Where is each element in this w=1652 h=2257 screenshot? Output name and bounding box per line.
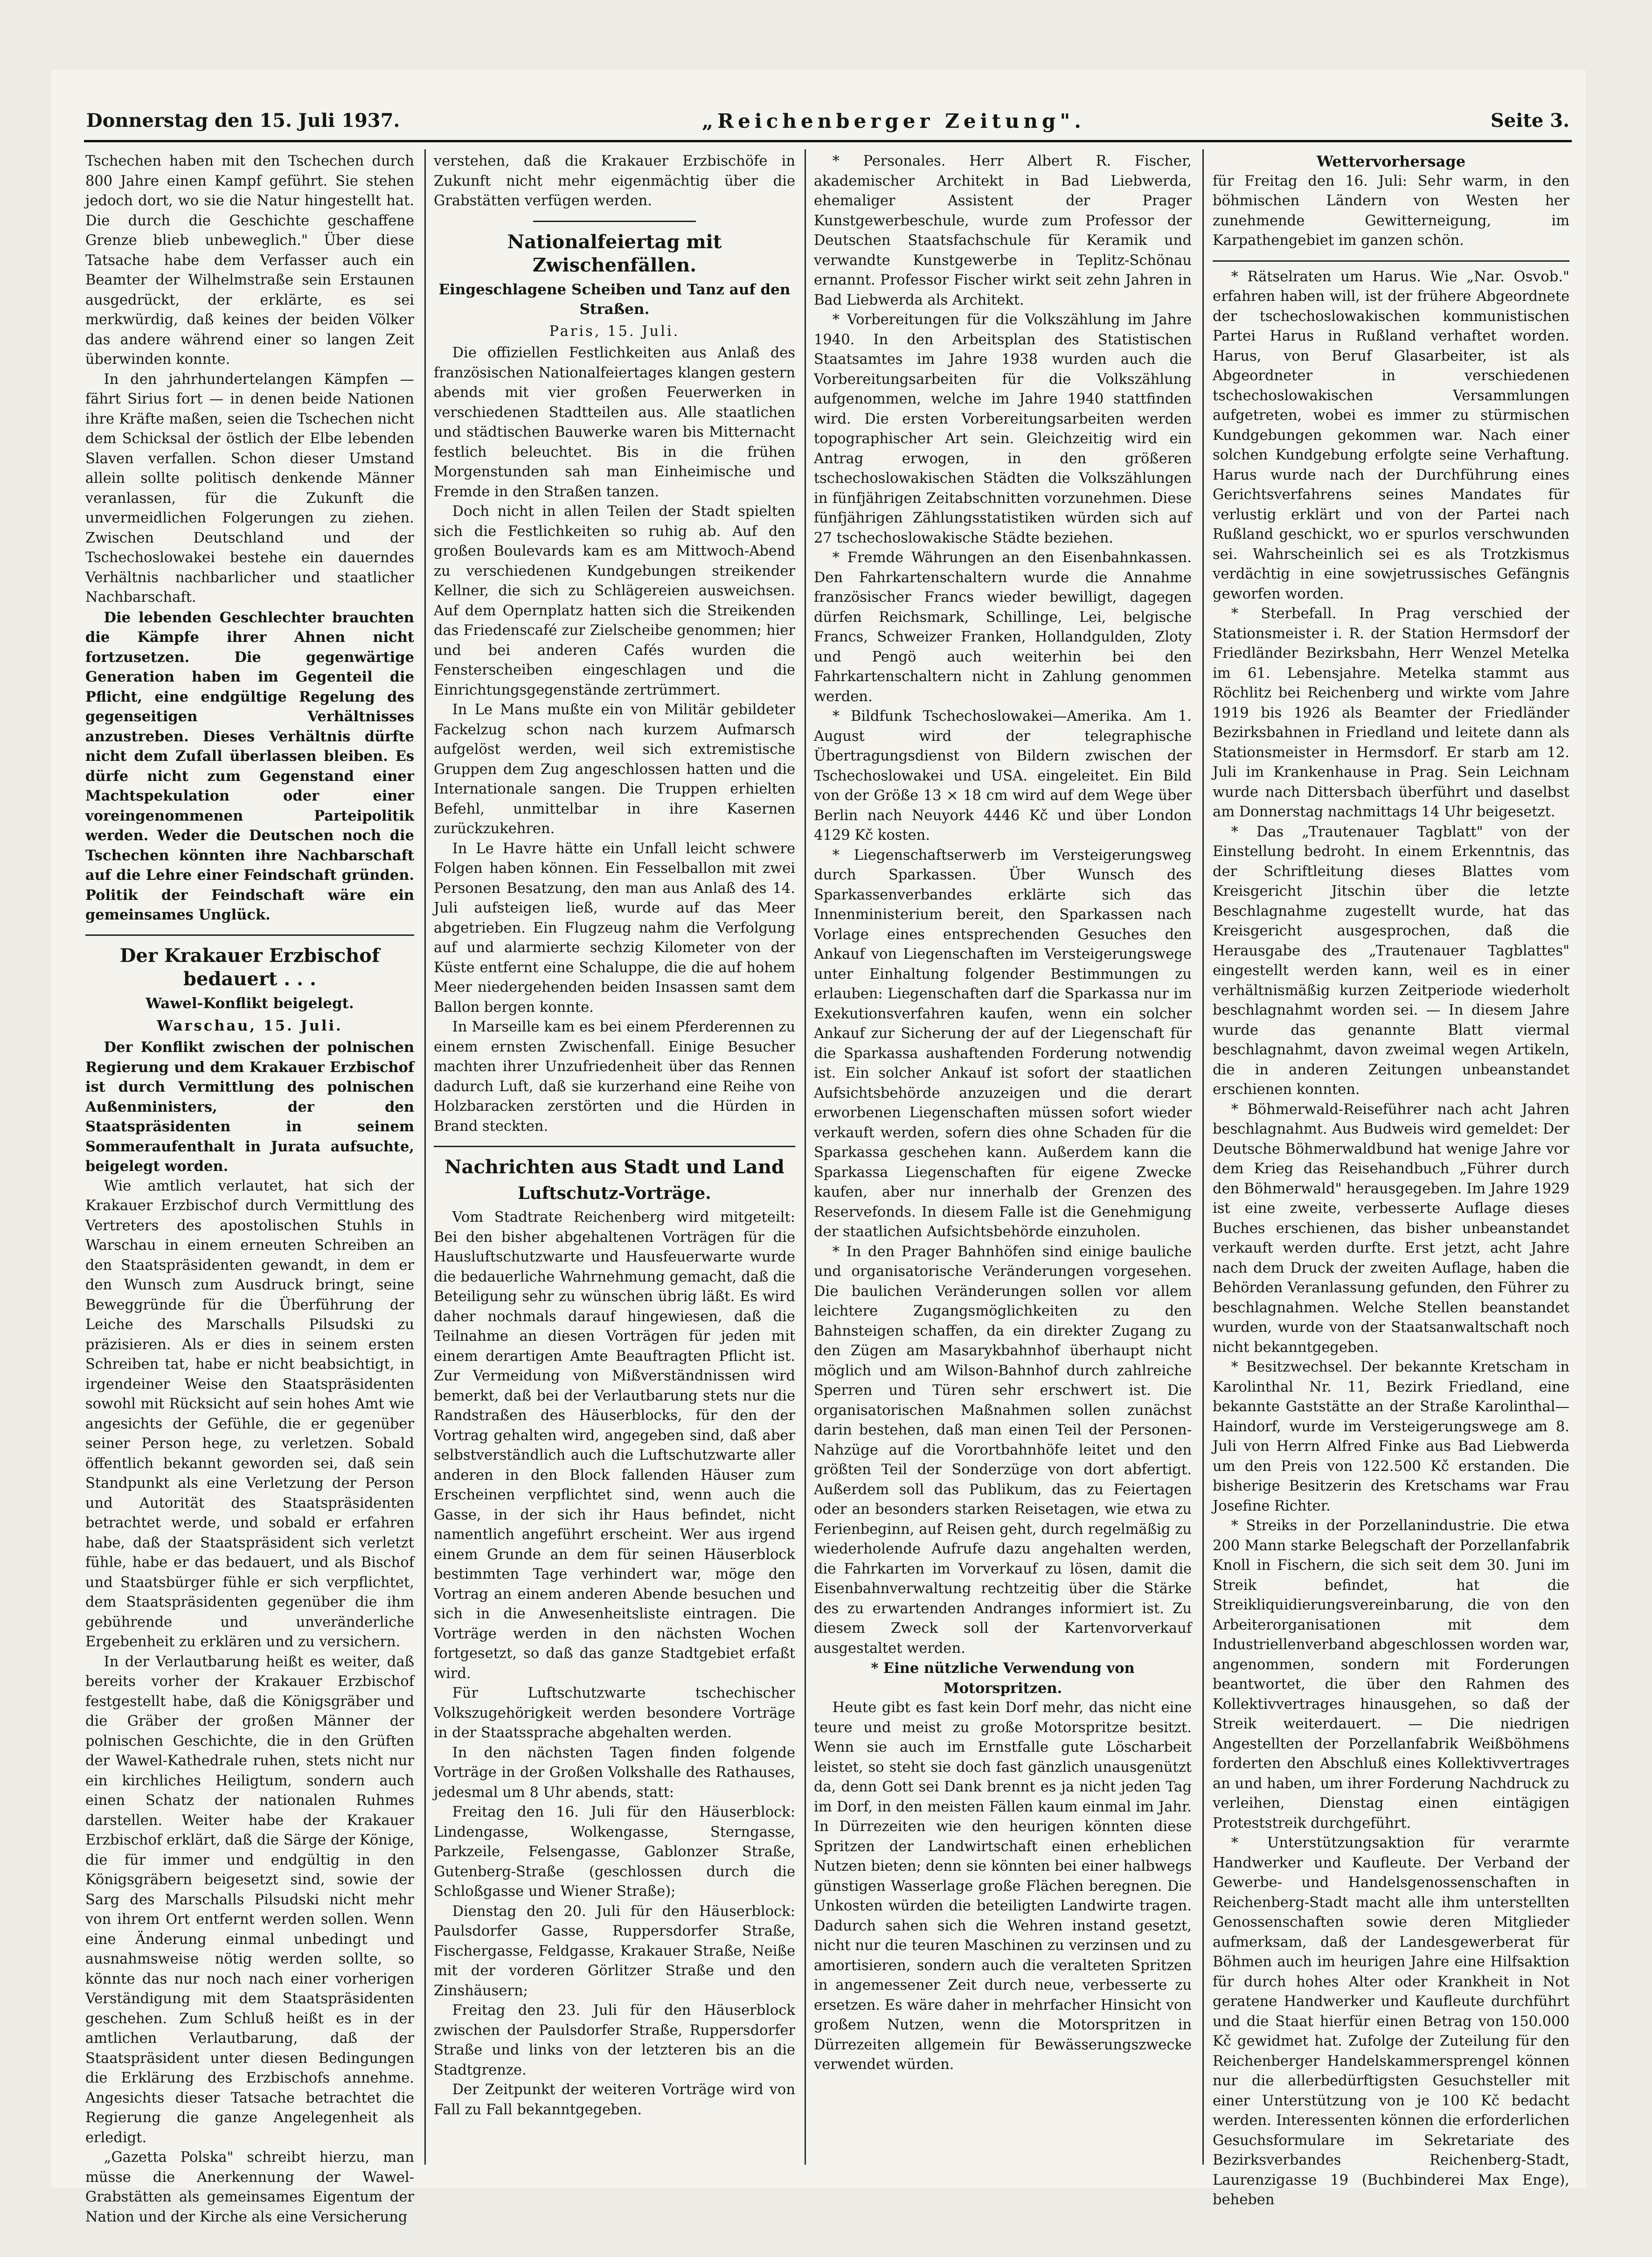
- dateline: Paris, 15. Juli.: [549, 323, 680, 340]
- news-item-heading: * Eine nützliche Verwendung von Motorspritzen.: [871, 1660, 1135, 1697]
- news-item: * Das „Trautenauer Tagblatt" von der Einstellung bedroht. In einem Erkenntnis, das der Schriftleitung dieses Blattes vom Kreisgericht Jitschin über die letzte Beschlagnahme zugestellt wurde, hat das Kreisgericht ausgesprochen, daß die Herausgabe des „Trautenauer Tagblattes" eingestellt werden kann, weil es in einer verhältnismäßig kurzen Zeitperiode wiederholt beschlagnahmt worden sei. — In diesem Jahre wurde das genannte Blatt viermal beschlagnahmt, davon zweimal wegen Artikeln, die in anderen Zeitungen unbeanstandet erschienen konnten.: [1213, 823, 1569, 1098]
- article-text: In Le Havre hätte ein Unfall leicht schwere Folgen haben können. Ein Fesselballon mit zwei Personen Besatzung, den man aus Anlaß des 14. Juli aufsteigen ließ, wurde auf das Meer abgetrieben. Ein Flugzeug nahm die Verfolgung auf und alarmierte sechzig Kilometer von der Küste entfernt eine Schaluppe, die die auf hohem Meer niedergehenden beiden Insassen samt dem Ballon bergen konnte.: [434, 840, 795, 1016]
- article-text: Die offiziellen Festlichkeiten aus Anlaß des französischen Nationalfeiertages klangen gestern abends mit vier großen Feuerwerken in verschiedenen Stadtteilen aus. Alle staatlichen und städtischen Bauwerke waren bis Mitternacht festlich beleuchtet. Bis in die frühen Morgenstunden sah man Einheimische und Fremde in den Straßen tanzen.: [434, 345, 795, 500]
- news-item: Heute gibt es fast kein Dorf mehr, das nicht eine teure und meist zu große Motorspritze besitzt. Wenn sie auch im Ernstfalle gute Löscharbeit leistet, so steht sie doch fast gänzlich unausgenützt da, denn Gott sei Dank brennt es ja nicht jeden Tag im Dorf, in den meisten Fällen kaum einmal im Jahr. In Dürrezeiten wie den heurigen könnten diese Spritzen der Landwirtschaft einen erheblichen Nutzen bieten; denn sie könnten bei einer halbwegs günstigen Wasserlage große Flächen beregnen. Die Unkosten würden die beteiligten Landwirte tragen. Dadurch sahen sich die Wehren instand gesetzt, nicht nur die teuren Maschinen zu verzinsen und zu amortisieren, sondern auch die veralteten Spritzen in angemessener Zeit durch neue, verbesserte zu ersetzen. Es wäre daher in mehrfacher Hinsicht von großem Nutzen, wenn die Motorspritzen in Dürrezeiten allgemein für Bewässerungszwecke verwendet würden.: [814, 1700, 1192, 2073]
- news-item: * Streiks in der Porzellanindustrie. Die etwa 200 Mann starke Belegschaft der Porzellanfabrik Knoll in Fischern, die sich seit dem 30. Juni im Streik befindet, hat die Streikliquidierungsvereinbarung, die von den Arbeiterorganisationen mit dem Industriellenverband abgeschlossen worden war, angenommen, sondern mit Forderungen beantwortet, die über den Rahmen des Kollektivvertrages hinausgehen, so daß der Streik weiterdauert. — Die niedrigen Angestellten der Porzellanfabrik Weißböhmens forderten den Abschluß eines Kollektivvertrages an und haben, um ihrer Forderung Nachdruck zu verleihen, Dienstag einen eintägigen Proteststreik durchgeführt.: [1213, 1518, 1569, 1832]
- newspaper-title: „Reichenberger Zeitung".: [702, 110, 1085, 132]
- section-heading-nachrichten: Nachrichten aus Stadt und Land: [444, 1156, 784, 1178]
- page-number: Seite 3.: [1490, 110, 1569, 132]
- column-rule-3: [1202, 149, 1204, 2165]
- article-text: Freitag den 16. Juli für den Häuserblock: Lindengasse, Wolkengasse, Sterngasse, Parkzeile, Felsengasse, Gablonzer Straße, Gutenberg-Straße (geschlossen durch die Schloßgasse und Wiener Straße);: [434, 1804, 795, 1900]
- article-text: In der Verlautbarung heißt es weiter, daß bereits vorher der Krakauer Erzbischof festgestellt habe, daß die Königsgräber und die Gräber der großen Männer der polnischen Geschichte, die in den Grüften der Wawel-Kathedrale ruhen, stets nicht nur ein kirchliches Heiligtum, sondern auch einen Schatz der nationalen Ruhmes darstellen. Weiter habe der Krakauer Erzbischof erklärt, daß die Särge der Könige, die für immer und endgültig in den Königsgräbern beigesetzt sind, sowie der Sarg des Marschalls Pilsudski nicht mehr von ihrem Ort entfernt werden sollen. Wenn eine Änderung einmal unbedingt und ausnahmsweise nötig werden sollte, so könnte das nur noch nach einer vorherigen Verständigung mit dem Staatspräsidenten geschehen. Zum Schluß heißt es in der amtlichen Verlautbarung, daß der Staatspräsident unter diesen Bedingungen die Erklärung des Erzbischofs annehme. Angesichts dieser Tatsache betrachtet die Regierung die ganze Angelegenheit als erledigt.: [85, 1653, 414, 2146]
- subheadline: Wawel-Konflikt beigelegt.: [146, 995, 354, 1012]
- news-item: * Fremde Währungen an den Eisenbahnkassen. Den Fahrkartenschaltern wurde die Annahme französischer Francs wieder bewilligt, dagegen dürfen Reichsmark, Schillinge, Lei, belgische Francs, Schweizer Franken, Hollandgulden, Zloty und Pengö auch weiterhin bei den Fahrkartenschaltern nicht in Zahlung genommen werden.: [814, 550, 1192, 705]
- article-text: Dienstag den 20. Juli für den Häuserblock: Paulsdorfer Gasse, Ruppersdorfer Straße, Fischergasse, Feldgasse, Krakauer Straße, Neiße mit der vorderen Görlitzer Straße und den Zinshäusern;: [434, 1903, 795, 1999]
- article-text: Tschechen haben mit den Tschechen durch 800 Jahre einen Kampf geführt. Sie stehen jedoch dort, wo sie die Natur hingestellt hat. Die durch die Geschichte geschaffene Grenze blieb unbeweglich." Über diese Tatsache habe dem Verfasser auch ein Beamter der Wilhelmstraße sein Erstaunen ausgedrückt, der erklärte, es sei merkwürdig, daß keines der beiden Völker das andere während einer so langen Zeit überwinden konnte.: [85, 153, 414, 368]
- news-item: * Personales. Herr Albert R. Fischer, akademischer Architekt in Bad Liebwerda, ehemaliger Assistent der Prager Kunstgewerbeschule, wurde zum Professor der Deutschen Staatsfachschule für Keramik und verwandte Kunstgewerbe in Teplitz-Schönau ernannt. Professor Fischer wirkt seit zehn Jahren in Bad Liebwerda als Architekt.: [814, 153, 1192, 308]
- news-item: * Vorbereitungen für die Volkszählung im Jahre 1940. In den Arbeitsplan des Statistischen Staatsamtes im Jahre 1938 wurden auch die Vorbereitungsarbeiten für die Volkszählung aufgenommen, welche im Jahre 1940 stattfinden wird. Die ersten Vorbereitungsarbeiten werden topographischer Art sein. Gleichzeitig wird ein Antrag erwogen, in den größeren tschechoslowakischen Städten die Volkszählungen in fünfjährigen Zeitabschnitten vorzunehmen. Diese fünfjährigen Zählungsstatistiken würden sich auf 27 tschechoslowakische Städte beziehen.: [814, 312, 1192, 546]
- article-text: „Gazetta Polska" schreibt hierzu, man müsse die Anerkennung der Wawel-Grabstätten als gemeinsames Eigentum der Nation und der Kirche als eine Versicherung: [85, 2149, 414, 2225]
- article-text: Der Zeitpunkt der weiteren Vorträge wird von Fall zu Fall bekanntgegeben.: [434, 2082, 795, 2118]
- news-item: * Rätselraten um Harus. Wie „Nar. Osvob." erfahren haben will, ist der frühere Abgeordnete der tschechoslowakischen kommunistischen Partei Harus in Rußland verhaftet worden. Harus, von Beruf Glasarbeiter, ist als Abgeordneter in verschiedenen tschechoslowakischen Versammlungen aufgetreten, wobei es immer zu stürmischen Kundgebungen gekommen war. Nach einer solchen Kundgebung erfolgte seine Verhaftung. Harus wurde nach der Durchführung eines Gerichtsverfahrens seines Mandates für verlustig erklärt und von der Partei nach Rußland geschickt, wo er spurlos verschwunden sei. Wahrscheinlich sei es als Trotzkismus verdächtig in eine sowjetrussisches Gefängnis geworfen worden.: [1213, 268, 1569, 602]
- column-2: [434, 152, 795, 2162]
- article-text: In Marseille kam es bei einem Pferderennen zu einem ernsten Zwischenfall. Einige Besucher machten ihrer Unzufriedenheit über das Rennen dadurch Luft, daß sie kurzerhand eine Reihe von Holzbaracken zerstörten und die Hürden in Brand steckten.: [434, 1019, 795, 1135]
- subheadline: Eingeschlagene Scheiben und Tanz auf den Straßen.: [438, 281, 791, 318]
- header-rule: [84, 140, 1572, 142]
- headline-nationalfeiertag: Nationalfeiertag mit Zwischenfällen.: [507, 230, 722, 276]
- article-text: Für Luftschutzwarte tschechischer Volkszugehörigkeit werden besondere Vorträge in der Staatssprache abgehalten werden.: [434, 1685, 795, 1741]
- article-text: verstehen, daß die Krakauer Erzbischöfe in Zukunft nicht mehr eigenmächtig über die Grabstätten verfügen werden.: [434, 153, 795, 209]
- article-text: Freitag den 23. Juli für den Häuserblock zwischen der Paulsdorfer Straße, Ruppersdorfer Straße und links von der letzteren bis an die Stadtgrenze.: [434, 2002, 795, 2078]
- news-item: * Besitzwechsel. Der bekannte Kretscham in Karolinthal Nr. 11, Bezirk Friedland, eine bekannte Gaststätte an der Straße Karolinthal—Haindorf, wurde im Versteigerungswege am 8. Juli von Herrn Alfred Finke aus Bad Liebwerda um den Preis von 122.500 Kč erstanden. Die bisherige Besitzerin des Kretschams war Frau Josefine Richter.: [1213, 1359, 1569, 1514]
- box-separator: [1213, 260, 1569, 262]
- headline-luftschutz: Luftschutz-Vorträge.: [518, 1184, 711, 1203]
- issue-date: Donnerstag den 15. Juli 1937.: [86, 110, 400, 132]
- column-1: [85, 152, 414, 2225]
- column-4: [1213, 152, 1569, 2208]
- weather-box-title: Wettervorhersage: [1316, 153, 1466, 170]
- news-item: * Böhmerwald-Reiseführer nach acht Jahren beschlagnahmt. Aus Budweis wird gemeldet: Der Deutsche Böhmerwaldbund hat wenige Jahre vor dem Krieg das Reisehandbuch „Führer durch den Böhmerwald" herausgegeben. Im Jahre 1929 ist eine zweite, verbesserte Auflage dieses Buches erschienen, das bisher unbeanstandet verkauft werden durfte. Erst jetzt, acht Jahre nach dem Druck der zweiten Auflage, haben die Behörden Veranlassung gefunden, den Führer zu beschlagnahmen. Welche Stellen beanstandet wurden, wurde von der Staatsanwaltschaft noch nicht bekanntgegeben.: [1213, 1101, 1569, 1356]
- article-text: Doch nicht in allen Teilen der Stadt spielten sich die Festlichkeiten so ruhig ab. Auf den großen Boulevards kam es am Mittwoch-Abend zu verschiedenen Kundgebungen streikender Kellner, die sich zu Schlägereien ausweichsen. Auf dem Opernplatz hatten sich die Streikenden das Friedenscafé zur Zielscheibe genommen; hier und bei anderen Cafés wurden die Fensterscheiben eingeschlagen und die Einrichtungsgegenstände zertrümmert.: [434, 503, 795, 698]
- article-text: Wie amtlich verlautet, hat sich der Krakauer Erzbischof durch Vermittlung des Vertreters des apostolischen Stuhls in Warschau in einem erneuten Schreiben an den Staatspräsidenten gewandt, in dem er den Wunsch zum Ausdruck bringt, seine Beweggründe für die Überführung der Leiche des Marschalls Pilsudski zu präzisieren. Als er dies in seinem ersten Schreiben tat, habe er nicht beabsichtigt, in irgendeiner Weise den Staatspräsidenten sowohl mit Rücksicht auf sein hohes Amt wie angesichts der Gefühle, die er gegenüber seiner Person hege, zu verletzen. Sobald öffentlich bekannt geworden sei, daß sein Standpunkt als eine Verletzung der Person und Autorität des Staatspräsidenten betrachtet werde, und sobald er erfahren habe, daß der Staatspräsident sich verletzt fühle, habe er das bedauert, und als Bischof und Staatsbürger fühle er sich verpflichtet, dem Staatspräsidenten gegenüber die ihm gebührende und unveränderliche Ergebenheit zu erklären und zu versichern.: [85, 1177, 414, 1650]
- section-separator: [434, 1146, 795, 1147]
- column-rule-1: [424, 149, 426, 2165]
- article-separator: [533, 221, 696, 222]
- weather-forecast-text: für Freitag den 16. Juli: Sehr warm, in den böhmischen Ländern von Westen her zunehmende Gewitterneigung, im Karpathengebiet im ganzen schön.: [1213, 173, 1569, 249]
- news-item: * Unterstützungsaktion für verarmte Handwerker und Kaufleute. Der Verband der Gewerbe- und Handelsgenossenschaften in Reichenberg-Stadt macht alle ihm unterstellten Genossenschaften sowie deren Mitglieder aufmerksam, daß der Landesgewerberat für Böhmen auch im heurigen Jahre eine Hilfsaktion für durch hohes Alter oder Krankheit in Not geratene Handwerker und Kaufleute durchführt und die Staat hierfür einen Betrag von 150.000 Kč gewidmet hat. Zufolge der Zuteilung für den Reichenberger Handelskammersprengel können nur die allerbedürftigsten Gesuchsteller mit einer Unterstützung von je 100 Kč bedacht werden. Interessenten können die erforderlichen Gesuchsformulare im Sekretariate des Bezirksverbandes Reichenberg-Stadt, Laurenzigasse 19 (Buchbinderei Max Enge), beheben: [1213, 1835, 1569, 2208]
- article-text: Vom Stadtrate Reichenberg wird mitgeteilt: Bei den bisher abgehaltenen Vorträgen für die Hausluftschutzwarte und Hausfeuerwarte wurde die bedauerliche Wahrnehmung gemacht, daß die Beteiligung sehr zu wünschen übrig läßt. Es wird daher nochmals darauf hingewiesen, daß die Teilnahme an diesen Vorträgen für jeden mit einem derartigen Amte Beauftragten Pflicht ist. Zur Vermeidung von Mißverständnissen wird bemerkt, daß bei der Verlautbarung stets nur die Randstraßen des Häuserblocks, für den der Vortrag gehalten wird, angegeben sind, daß aber selbstverständlich auch die Luftschutzwarte aller anderen in den Block fallenden Häuser zum Erscheinen verpflichtet sind, wenn auch die Gasse, in der sich ihr Haus befindet, nicht namentlich angeführt erscheint. Wer aus irgend einem Grunde an dem für seinen Häuserblock bestimmten Tage verhindert war, möge den Vortrag an einem anderen Abende besuchen und sich in die Anwesenheitsliste eintragen. Die Vorträge werden in den nächsten Wochen fortgesetzt, so daß das ganze Stadtgebiet erfaßt wird.: [434, 1209, 795, 1682]
- news-item: * In den Prager Bahnhöfen sind einige bauliche und organisatorische Veränderungen vorgesehen. Die baulichen Veränderungen sollen vor allem leichtere Zugangsmöglichkeiten zu den Bahnsteigen schaffen, da ein direkter Zugang zu den Zügen am Masarykbahnhof überhaupt nicht möglich und am Wilson-Bahnhof durch zahlreiche Sperren und Türen sehr erschwert ist. Die organisatorischen Maßnahmen sollen zunächst darin bestehen, daß man einen Teil der Personen-Nahzüge auf die Vorortbahnhöfe leitet und den größten Teil der Sonderzüge von dort abfertigt. Außerdem soll das Publikum, das zu Feiertagen oder an besonders starken Reisetagen, wie etwa zu Ferienbeginn, auf Reisen geht, durch regelmäßig zu wiederholende Aufrufe dazu angehalten werden, die Fahrkarten im Vorverkauf zu lösen, damit die Eisenbahnverwaltung rechtzeitig über die Stärke des zu erwartenden Andranges informiert ist. Zu diesem Zweck soll der Kartenvorverkauf ausgestaltet werden.: [814, 1243, 1192, 1657]
- article-text: In den nächsten Tagen finden folgende Vorträge in der Großen Volkshalle des Rathauses, jedesmal um 8 Uhr abends, statt:: [434, 1744, 795, 1801]
- article-text: In den jahrhundertelangen Kämpfen — fährt Sirius fort — in denen beide Nationen ihre Kräfte maßen, seien die Tschechen nicht dem Schicksal der östlich der Elbe lebenden Slaven verfallen. Schon dieser Umstand allein sollte politisch denkende Männer veranlassen, für die Zukunft die unvermeidlichen Folgerungen zu ziehen. Zwischen Deutschland und der Tschechoslowakei bestehe ein dauerndes Verhältnis nachbarlicher und staatlicher Nachbarschaft.: [85, 371, 414, 606]
- news-item: * Sterbefall. In Prag verschied der Stationsmeister i. R. der Station Hermsdorf der Friedländer Bezirksbahn, Herr Wenzel Metelka im 61. Lebensjahre. Metelka stammt aus Röchlitz bei Reichenberg und wirkte vom Jahre 1919 bis 1926 als Beamter der Friedländer Bezirksbahnen in Friedland und leitete dann als Stationsmeister in Hermsdorf. Er starb am 12. Juli im Krankenhause in Prag. Sein Leichnam wurde nach Dittersbach überführt und daselbst am Donnerstag nachmittags 14 Uhr beigesetzt.: [1213, 606, 1569, 820]
- article-separator: [85, 934, 414, 936]
- article-text: In Le Mans mußte ein von Militär gebildeter Fackelzug schon nach kurzem Aufmarsch aufgelöst werden, weil sich extremistische Gruppen dem Zug angeschlossen hatten und die Internationale sangen. Die Truppen erhielten Befehl, unmittelbar in ihre Kasernen zurückzukehren.: [434, 702, 795, 837]
- news-item: * Liegenschaftserwerb im Versteigerungsweg durch Sparkassen. Über Wunsch des Sparkassenverbandes erklärte sich das Innenministerium bereit, den Sparkassen nach Vorlage eines entsprechenden Gesuches den Ankauf von Liegenschaften im Versteigerungswege unter Einhaltung folgender Bestimmungen zu erlauben: Liegenschaften darf die Sparkassa nur im Exekutionsverfahren kaufen, wenn ein solcher Ankauf zur Sicherung der auf der Liegenschaft für die Sparkassa aushaftenden Forderung notwendig ist. Ein solcher Ankauf ist sofort der staatlichen Aufsichtsbehörde anzuzeigen und die derart erworbenen Liegenschaften müssen sofort wieder verkauft werden, sofern dies ohne Schaden für die Sparkassa geschehen kann. Außerdem kann die Sparkassa Liegenschaften für eigene Zwecke kaufen, aber nur innerhalb der Grenzen des Reservefonds. In diesem Falle ist die Genehmigung der staatlichen Aufsichtsbehörde einzuholen.: [814, 847, 1192, 1240]
- column-3: [814, 152, 1192, 2162]
- article-text: Die lebenden Geschlechter brauchten die Kämpfe ihrer Ahnen nicht fortzusetzen. Die gegenwärtige Generation haben im Gegenteil die Pflicht, eine endgültige Regelung des gegenseitigen Verhältnisses anzustreben. Dieses Verhältnis dürfte nicht dem Zufall überlassen bleiben. Es dürfe nicht zum Gegenstand einer Machtspekulation oder einer voreingenommenen Parteipolitik werden. Weder die Deutschen noch die Tschechen könnten ihre Nachbarschaft auf die Lehre einer Feindschaft gründen. Politik der Feindschaft wäre ein gemeinsames Unglück.: [85, 609, 414, 923]
- dateline: Warschau, 15. Juli.: [157, 1017, 343, 1034]
- column-rule-2: [805, 149, 806, 2165]
- article-lead: Der Konflikt zwischen der polnischen Regierung und dem Krakauer Erzbischof ist durch Vermittlung des polnischen Außenministers, der den Staatspräsidenten in seinem Sommeraufenthalt in Jurata aufsuchte, beigelegt worden.: [85, 1039, 414, 1175]
- headline-krakauer-erzbischof: Der Krakauer Erzbischof bedauert . . .: [119, 944, 380, 990]
- news-item: * Bildfunk Tschechoslowakei—Amerika. Am 1. August wird der telegraphische Übertragungsdienst von Bildern zwischen der Tschechoslowakei und USA. eingeleitet. Ein Bild von der Größe 13 × 18 cm wird auf dem Wege über Berlin nach Neuyork 4446 Kč und über London 4129 Kč kosten.: [814, 708, 1192, 843]
- page-header: [86, 105, 1569, 142]
